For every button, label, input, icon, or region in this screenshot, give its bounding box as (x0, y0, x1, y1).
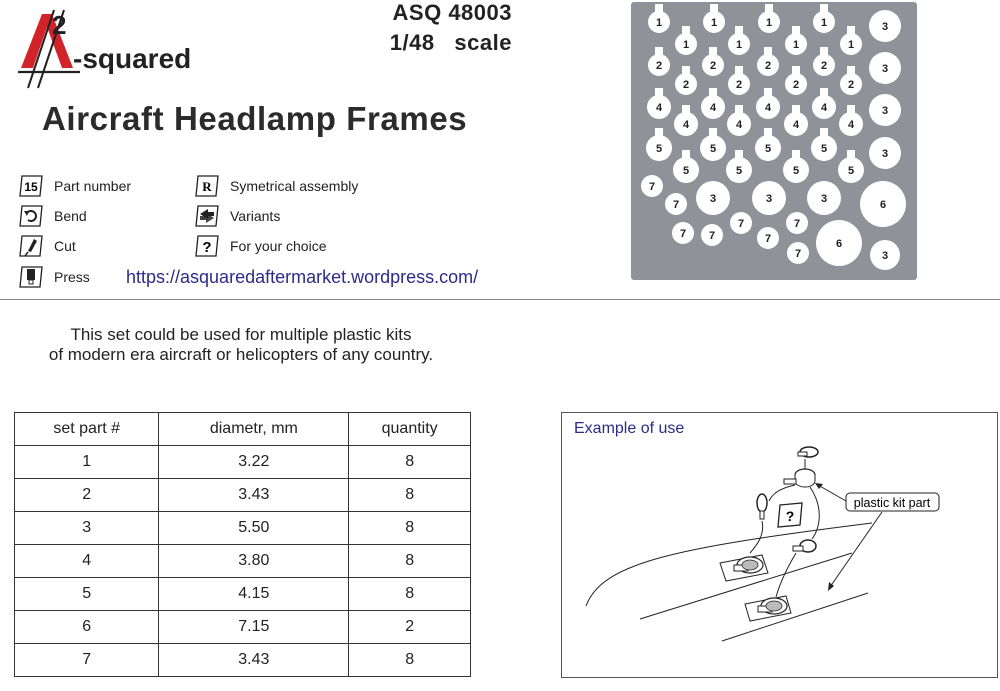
fret-part-number: 1 (735, 39, 743, 51)
socket-upper (720, 555, 768, 581)
fret-part-number: 7 (679, 228, 687, 240)
fret-part-number: 7 (794, 248, 802, 260)
symmetrical-icon (194, 173, 220, 199)
legend-item-bend (18, 203, 87, 229)
fret-part-number: 1 (682, 39, 690, 51)
fret-part (675, 26, 697, 55)
fret-part-number: 5 (792, 165, 800, 177)
legend-item-symmetrical (194, 173, 358, 199)
table-cell: 5 (15, 578, 159, 611)
fret-part (869, 94, 901, 126)
fret-part (727, 105, 751, 136)
table-cell: 8 (349, 578, 471, 611)
table-cell: 3 (15, 512, 159, 545)
fret-part (672, 222, 694, 244)
table-cell: 2 (15, 479, 159, 512)
fret-part-number: 4 (655, 102, 663, 114)
fret-part (726, 150, 752, 183)
table-row (15, 578, 471, 611)
logo-wordmark: -squared (73, 43, 192, 74)
table-cell: 3.43 (159, 644, 349, 677)
fret-part-number: 1 (792, 39, 800, 51)
fret-part (648, 4, 670, 33)
table-row (15, 545, 471, 578)
fret-graphic (631, 2, 917, 280)
legend-item-part-number (18, 173, 131, 199)
fret-part (730, 212, 752, 234)
fret-part (783, 150, 809, 183)
fret-part-number: 3 (820, 193, 828, 205)
fret-part-number: 4 (709, 102, 717, 114)
example-of-use-panel (561, 412, 998, 678)
fret-part-number: 5 (682, 165, 690, 177)
column-header: quantity (349, 413, 471, 446)
fret-part-number: 4 (735, 119, 743, 131)
product-scale: 1/48 scale (389, 30, 512, 55)
table-cell: 4 (15, 545, 159, 578)
choice-icon (194, 233, 220, 259)
fret-part (756, 88, 780, 119)
legend-label: Cut (54, 238, 76, 254)
table-cell: 3.22 (159, 446, 349, 479)
fret-part-number: 1 (847, 39, 855, 51)
legend-label: Variants (230, 208, 281, 224)
product-code: ASQ 48003 (392, 0, 512, 25)
fret-part (813, 4, 835, 33)
fret-part (700, 128, 726, 161)
fret-part-number: 7 (648, 181, 656, 193)
fret-part (839, 105, 863, 136)
table-cell: 1 (15, 446, 159, 479)
legend-label: Part number (54, 178, 132, 194)
headlamp-frame-right (793, 540, 816, 552)
fret-part (785, 26, 807, 55)
fret-part-number: 1 (820, 17, 828, 29)
fret-part (869, 52, 901, 84)
fret-part-number: 4 (682, 119, 690, 131)
fret-part (673, 150, 699, 183)
fret-part (840, 26, 862, 55)
table-cell: 5.50 (159, 512, 349, 545)
fret-part-number: 4 (764, 102, 772, 114)
fret-part (647, 88, 671, 119)
fret-part (758, 4, 780, 33)
column-header: set part # (15, 413, 159, 446)
fret-part-number: 7 (764, 233, 772, 245)
brand-logo (18, 6, 233, 98)
fret-part-number: 7 (672, 199, 680, 211)
example-diagram (562, 413, 999, 679)
fret-part (755, 128, 781, 161)
fret-part-number: 2 (764, 60, 772, 72)
legend-item-choice (194, 233, 326, 259)
fret-part-number: 5 (764, 143, 772, 155)
fret-part (641, 175, 663, 197)
fret-part (701, 88, 725, 119)
fret-part-number: 2 (735, 79, 743, 91)
table-cell: 8 (349, 545, 471, 578)
table-cell: 7.15 (159, 611, 349, 644)
fret-part-number: 5 (820, 143, 828, 155)
legend-item-variants (194, 203, 280, 229)
fret-part-number: 2 (847, 79, 855, 91)
set-description (0, 325, 482, 365)
fret-part (869, 10, 901, 42)
plastic-lamp-part (784, 469, 815, 487)
fret-part-number: 7 (708, 230, 716, 242)
fret-part-number: 7 (737, 218, 745, 230)
table-cell: 3.80 (159, 545, 349, 578)
fret-part (860, 181, 906, 227)
fret-part-number: 3 (881, 148, 889, 160)
headlamp-frame-top (798, 447, 818, 457)
example-title: Example of use (574, 420, 685, 437)
table-row (15, 446, 471, 479)
table-cell: 8 (349, 512, 471, 545)
svg-text:?: ? (202, 239, 212, 256)
table-cell: 7 (15, 644, 159, 677)
fret-part-number: 6 (879, 199, 887, 211)
table-cell: 3.43 (159, 479, 349, 512)
fret-part (870, 240, 900, 270)
table-cell: 4.15 (159, 578, 349, 611)
fret-part-number: 5 (655, 143, 663, 155)
description-line: This set could be used for multiple plastic kits (70, 325, 412, 344)
callout-label: plastic kit part (853, 496, 931, 510)
table-cell: 6 (15, 611, 159, 644)
fret-part-number: 3 (881, 105, 889, 117)
legend-label: For your choice (230, 238, 327, 254)
fret-part-number: 5 (709, 143, 717, 155)
description-line: of modern era aircraft or helicopters of any country. (48, 345, 434, 364)
fret-part (646, 128, 672, 161)
fret-part-number: 1 (765, 17, 773, 29)
fret-part-number: 3 (881, 21, 889, 33)
fret-part (813, 47, 835, 76)
table-header-row (15, 413, 471, 446)
fret-part-number: 1 (710, 17, 718, 29)
choice-mark: ? (785, 508, 795, 524)
fret-part-number: 3 (765, 193, 773, 205)
bend-icon (18, 203, 44, 229)
photo-etch-fret (631, 2, 917, 280)
fret-part (703, 4, 725, 33)
page-title: Aircraft Headlamp Frames (42, 100, 468, 137)
fret-part (840, 66, 862, 95)
fret-part (665, 193, 687, 215)
table-row (15, 479, 471, 512)
fret-part (728, 26, 750, 55)
headlamp-frame-left (757, 494, 767, 519)
legend-item-press (18, 264, 90, 290)
fret-part-number: 3 (881, 63, 889, 75)
fret-part (812, 88, 836, 119)
fret-part (869, 137, 901, 169)
fret-part-number: 5 (735, 165, 743, 177)
fret-part (696, 181, 730, 215)
section-divider (0, 299, 1000, 300)
legend-label: Press (54, 269, 90, 285)
fret-part (674, 105, 698, 136)
fret-part (648, 47, 670, 76)
website-link[interactable]: https://asquaredaftermarket.wordpress.com/ (126, 267, 479, 287)
fret-part (757, 47, 779, 76)
table-cell: 8 (349, 446, 471, 479)
table-row (15, 644, 471, 677)
fret-part (807, 181, 841, 215)
table-cell: 2 (349, 611, 471, 644)
fret-part-number: 2 (792, 79, 800, 91)
fret-part (787, 242, 809, 264)
fret-part-number: 5 (847, 165, 855, 177)
table-row (15, 512, 471, 545)
fret-part-number: 3 (881, 250, 889, 262)
fret-part-number: 4 (847, 119, 855, 131)
fret-part (701, 224, 723, 246)
cut-icon (18, 233, 44, 259)
part-number-icon (18, 173, 44, 199)
socket-lower (745, 596, 791, 621)
fret-part-number: 4 (792, 119, 800, 131)
fret-part (675, 66, 697, 95)
fret-part-number: 4 (820, 102, 828, 114)
logo-superscript: 2 (52, 10, 67, 40)
fret-part (752, 181, 786, 215)
fret-part-number: 3 (709, 193, 717, 205)
logo-graphic (18, 6, 233, 98)
fret-part (702, 47, 724, 76)
fret-part-number: 2 (709, 60, 717, 72)
legend-label: Bend (54, 208, 87, 224)
fret-part-number: 6 (835, 238, 843, 250)
legend-label: Symetrical assembly (230, 178, 359, 194)
legend-item-cut (18, 233, 76, 259)
fret-part-number: 1 (655, 17, 663, 29)
fret-part-number: 2 (682, 79, 690, 91)
table-cell: 8 (349, 644, 471, 677)
fret-part (838, 150, 864, 183)
column-header: diametr, mm (159, 413, 349, 446)
fret-part (786, 212, 808, 234)
fret-part-number: 2 (655, 60, 663, 72)
table-cell: 8 (349, 479, 471, 512)
parts-table (14, 412, 471, 677)
fret-part (816, 220, 862, 266)
svg-text:R: R (202, 179, 212, 194)
fret-part-number: 7 (793, 218, 801, 230)
fret-part (728, 66, 750, 95)
fret-part (811, 128, 837, 161)
press-icon (18, 264, 44, 290)
fret-part (757, 227, 779, 249)
svg-text:15: 15 (24, 180, 38, 194)
variants-icon (194, 203, 220, 229)
table-row (15, 611, 471, 644)
fret-part-number: 2 (820, 60, 828, 72)
fret-part (784, 105, 808, 136)
fret-part (785, 66, 807, 95)
